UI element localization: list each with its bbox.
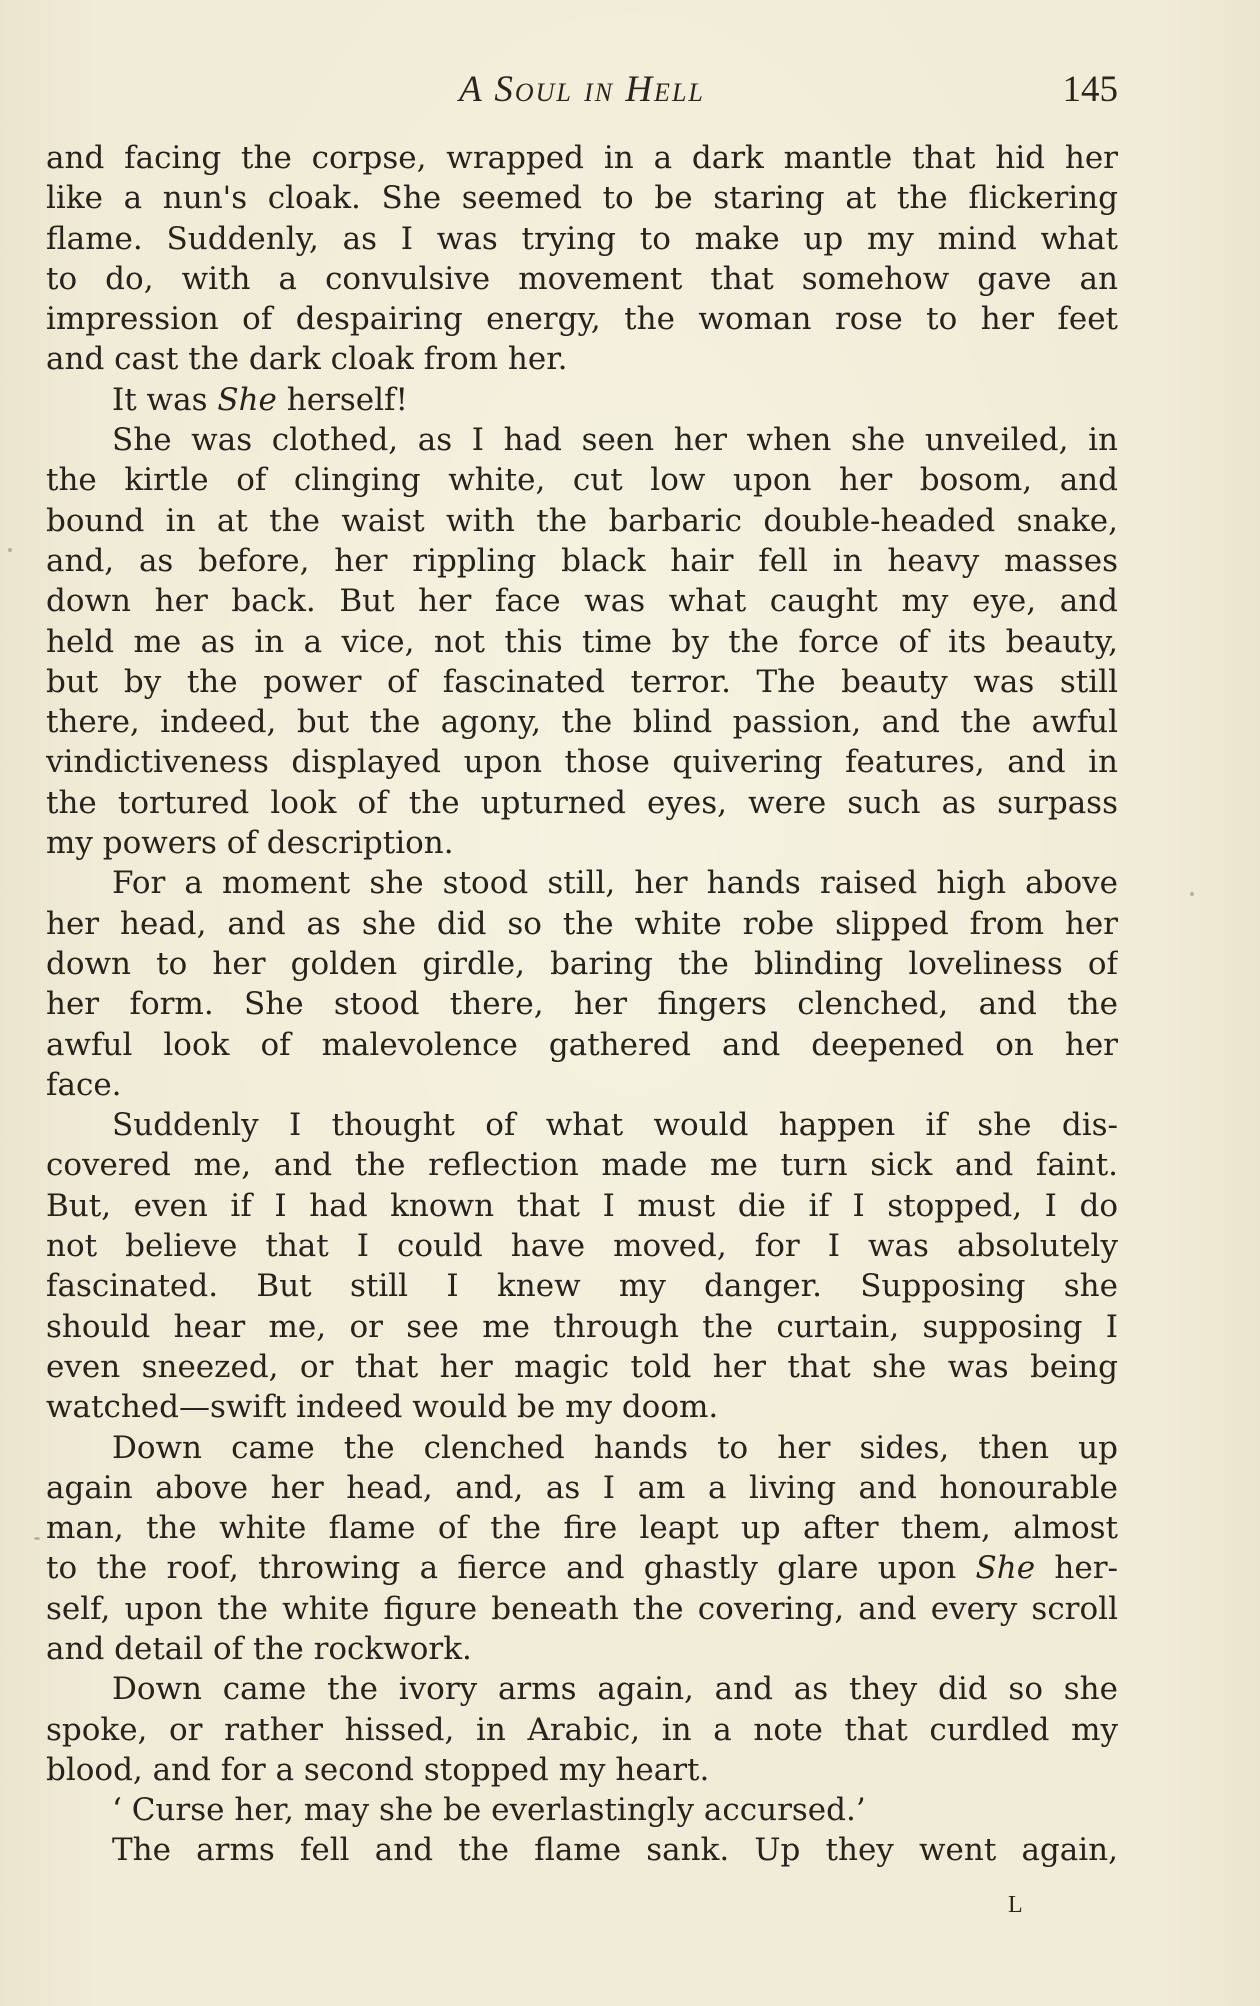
text-line: down her back. But her face was what caught my eye, and — [46, 583, 1118, 620]
italic-text: She — [217, 381, 277, 418]
text-line: fascinated. But still I knew my danger. Supposing she — [46, 1268, 1118, 1305]
text-line: blood, and for a second stopped my heart. — [46, 1751, 710, 1788]
text-line: Suddenly I thought of what would happen if she dis- — [112, 1107, 1118, 1144]
text-line: vindictiveness displayed upon those quivering features, and in — [46, 744, 1118, 781]
text-segment: herself! — [276, 381, 408, 418]
body-text — [46, 138, 1118, 1871]
text-line: the kirtle of clinging white, cut low upon her bosom, and — [46, 462, 1118, 499]
paper-speck — [34, 1537, 40, 1540]
text-line: Down came the ivory arms again, and as they did so she — [112, 1671, 1118, 1708]
text-line: self, upon the white figure beneath the covering, and every scroll — [46, 1590, 1118, 1627]
text-segment: to the roof, throwing a fierce and ghastly glare upon — [46, 1550, 976, 1587]
text-line: covered me, and the reflection made me turn sick and faint. — [46, 1147, 1118, 1184]
text-line: and facing the corpse, wrapped in a dark mantle that hid her — [46, 140, 1118, 176]
text-line: there, indeed, but the agony, the blind passion, and the awful — [46, 704, 1118, 741]
text-line: her head, and as she did so the white robe slipped from her — [46, 905, 1118, 942]
text-line: She was clothed, as I had seen her when she unveiled, in — [112, 422, 1118, 459]
text-line: and cast the dark cloak from her. — [46, 341, 568, 378]
text-line: awful look of malevolence gathered and deepened on her — [46, 1026, 1118, 1063]
text-line: watched—swift indeed would be my doom. — [46, 1389, 719, 1426]
text-line: the tortured look of the upturned eyes, were such as surpass — [46, 784, 1118, 821]
text-segment: It was — [112, 381, 218, 418]
text-line: like a nun's cloak. She seemed to be staring at the flickering — [46, 180, 1118, 217]
page-header — [46, 62, 1118, 122]
text-line: even sneezed, or that her magic told her that she was being — [46, 1348, 1118, 1385]
text-line: But, even if I had known that I must die if I stopped, I do — [46, 1187, 1118, 1224]
text-line: and detail of the rockwork. — [46, 1630, 472, 1667]
text-line: The arms fell and the flame sank. Up they went again, — [112, 1832, 1118, 1869]
text-segment: her- — [1035, 1550, 1118, 1587]
text-line: spoke, or rather hissed, in Arabic, in a note that curdled my — [46, 1711, 1118, 1748]
text-line: her form. She stood there, her fingers clenched, and the — [46, 986, 1118, 1023]
text-line: For a moment she stood still, her hands raised high above — [112, 865, 1118, 902]
text-line: but by the power of fascinated terror. The beauty was still — [46, 663, 1118, 700]
text-line: again above her head, and, as I am a living and honourable — [46, 1469, 1118, 1506]
text-line: ‘ Curse her, may she be everlastingly accursed.’ — [112, 1792, 866, 1829]
text-line: man, the white flame of the fire leapt up after them, almost — [46, 1510, 1118, 1547]
text-line — [46, 380, 1118, 420]
text-line — [46, 1548, 1118, 1588]
text-line: face. — [46, 1066, 122, 1103]
paper-speck — [8, 548, 12, 552]
text-line: Down came the clenched hands to her sides, then up — [112, 1429, 1118, 1466]
text-line: and, as before, her rippling black hair fell in heavy masses — [46, 542, 1118, 579]
text-line: flame. Suddenly, as I was trying to make up my mind what — [46, 220, 1118, 257]
text-line: down to her golden girdle, baring the blinding loveliness of — [46, 945, 1118, 982]
text-line: not believe that I could have moved, for I was absolutely — [46, 1228, 1118, 1265]
italic-text: She — [975, 1550, 1036, 1587]
text-line: impression of despairing energy, the woman rose to her feet — [46, 301, 1118, 338]
text-line: should hear me, or see me through the curtain, supposing I — [46, 1308, 1118, 1345]
paper-speck — [1190, 892, 1194, 896]
text-line: my powers of description. — [46, 825, 454, 862]
running-head: A Soul in Hell — [459, 69, 705, 110]
signature-mark: L — [1008, 1892, 1024, 1918]
text-line: held me as in a vice, not this time by the force of its beauty, — [46, 623, 1118, 660]
text-line: to do, with a convulsive movement that somehow gave an — [46, 260, 1118, 297]
page-number: 145 — [1062, 69, 1118, 110]
text-line: bound in at the waist with the barbaric double-headed snake, — [46, 502, 1118, 539]
